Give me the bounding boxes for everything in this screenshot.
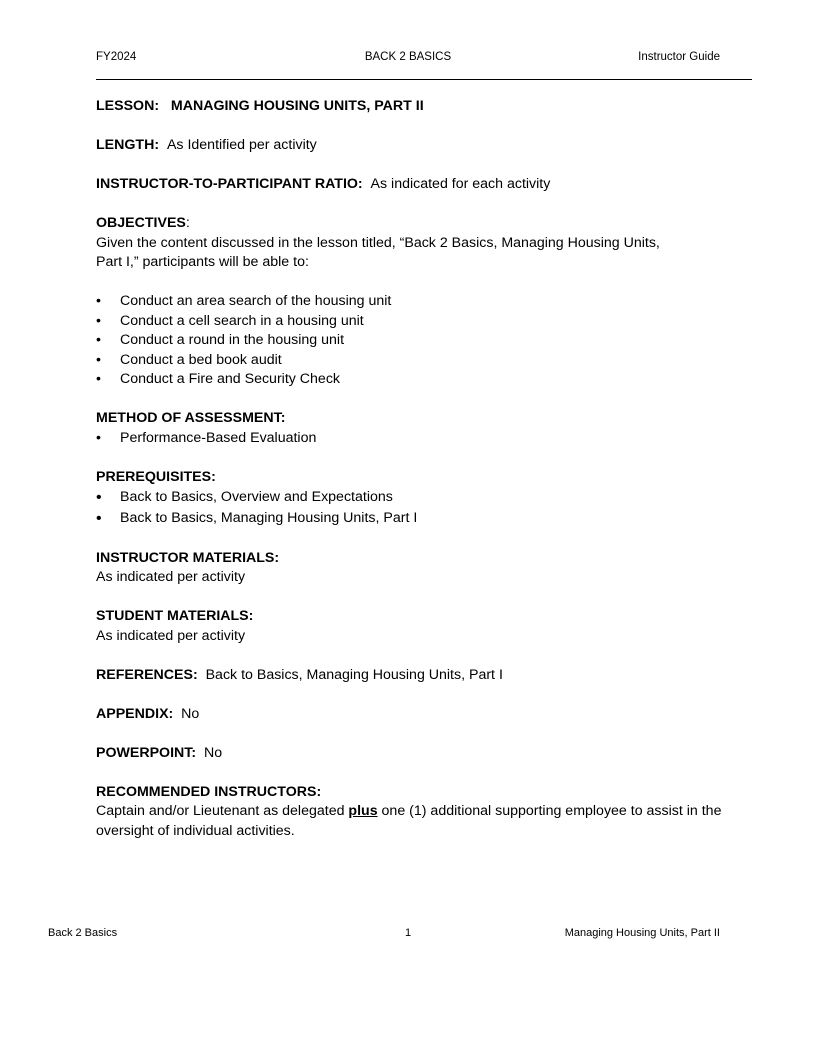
student-materials-heading [96, 607, 726, 627]
recommended-text [96, 802, 726, 841]
list-item [96, 312, 726, 332]
document-body [96, 97, 726, 841]
ratio-value: As indicated for each activity [370, 176, 551, 192]
student-materials-label: STUDENT MATERIALS: [96, 608, 254, 624]
prerequisites-list [96, 487, 726, 529]
bullet-icon: • [96, 293, 101, 309]
objectives-list [96, 292, 726, 390]
header-program-title: BACK 2 BASICS [364, 51, 452, 63]
recommended-text-before: Captain and/or Lieutenant as delegated [96, 803, 349, 819]
instructor-materials-value: As indicated per activity [96, 569, 246, 585]
recommended-text-after: one (1) additional supporting employee to assist in the oversight of individual activities. [96, 803, 722, 839]
recommended-heading [96, 783, 726, 803]
list-item [96, 429, 726, 449]
objective-text: Conduct an area search of the housing unit [120, 293, 392, 309]
prerequisites-heading [96, 468, 726, 488]
length-label: LENGTH: [96, 137, 160, 153]
assessment-label: METHOD OF ASSESSMENT: [96, 410, 286, 426]
assessment-list [96, 429, 726, 449]
student-materials-value: As indicated per activity [96, 627, 246, 644]
ratio-label: INSTRUCTOR-TO-PARTICIPANT RATIO: [96, 176, 363, 192]
appendix-label: APPENDIX: [96, 705, 174, 722]
objectives-intro: Given the content discussed in the lesson titled, “Back 2 Basics, Managing Housing Units, Part I,” participants will be able to: [96, 234, 660, 270]
lesson-label: LESSON: [96, 98, 160, 114]
objectives-heading [96, 214, 726, 234]
header-divider [96, 79, 752, 80]
list-item [96, 292, 726, 312]
appendix-line [96, 705, 726, 725]
recommended-label: RECOMMENDED INSTRUCTORS: [96, 783, 322, 800]
prerequisite-text: Back to Basics, Overview and Expectations [120, 489, 393, 505]
length-value: As Identified per activity [166, 137, 317, 153]
references-line [96, 666, 726, 686]
objective-text: Conduct a cell search in a housing unit [120, 312, 364, 329]
bullet-icon: • [96, 351, 101, 368]
recommended-emphasis: plus [348, 803, 378, 819]
footer-lesson-title: Managing Housing Units, Part II [564, 927, 720, 939]
bullet-icon: • [96, 371, 101, 387]
list-item [96, 508, 726, 529]
bullet-icon: • [96, 332, 101, 348]
bullet-icon: • [96, 312, 101, 329]
objectives-label: OBJECTIVES [96, 215, 186, 231]
bullet-icon: • [96, 510, 102, 527]
footer-page-number: 1 [404, 927, 412, 939]
prerequisites-label: PREREQUISITES: [96, 468, 216, 485]
bullet-icon: • [96, 489, 102, 506]
objectives-colon: : [185, 215, 190, 231]
instructor-materials-heading [96, 549, 726, 569]
prerequisite-text: Back to Basics, Managing Housing Units, Part I [120, 510, 418, 526]
list-item [96, 487, 726, 508]
header-guide-type: Instructor Guide [638, 51, 720, 63]
ratio-line [96, 175, 726, 195]
appendix-value: No [181, 705, 200, 722]
lesson-title: MANAGING HOUSING UNITS, PART II [170, 98, 424, 114]
references-value: Back to Basics, Managing Housing Units, Part I [205, 666, 503, 683]
powerpoint-value: No [204, 744, 223, 761]
footer-program: Back 2 Basics [48, 927, 118, 939]
powerpoint-label: POWERPOINT: [96, 744, 197, 761]
bullet-icon: • [96, 429, 101, 446]
references-label: REFERENCES: [96, 666, 198, 683]
objective-text: Conduct a bed book audit [120, 351, 282, 368]
list-item [96, 370, 726, 390]
objective-text: Conduct a Fire and Security Check [120, 371, 341, 387]
list-item [96, 351, 726, 371]
header-fiscal-year: FY2024 [96, 51, 137, 63]
powerpoint-line [96, 744, 726, 764]
assessment-heading [96, 409, 726, 429]
list-item [96, 331, 726, 351]
length-line [96, 136, 726, 156]
instructor-materials-label: INSTRUCTOR MATERIALS: [96, 549, 280, 566]
lesson-line [96, 97, 726, 117]
objective-text: Conduct a round in the housing unit [120, 332, 345, 348]
assessment-text: Performance-Based Evaluation [120, 429, 317, 446]
